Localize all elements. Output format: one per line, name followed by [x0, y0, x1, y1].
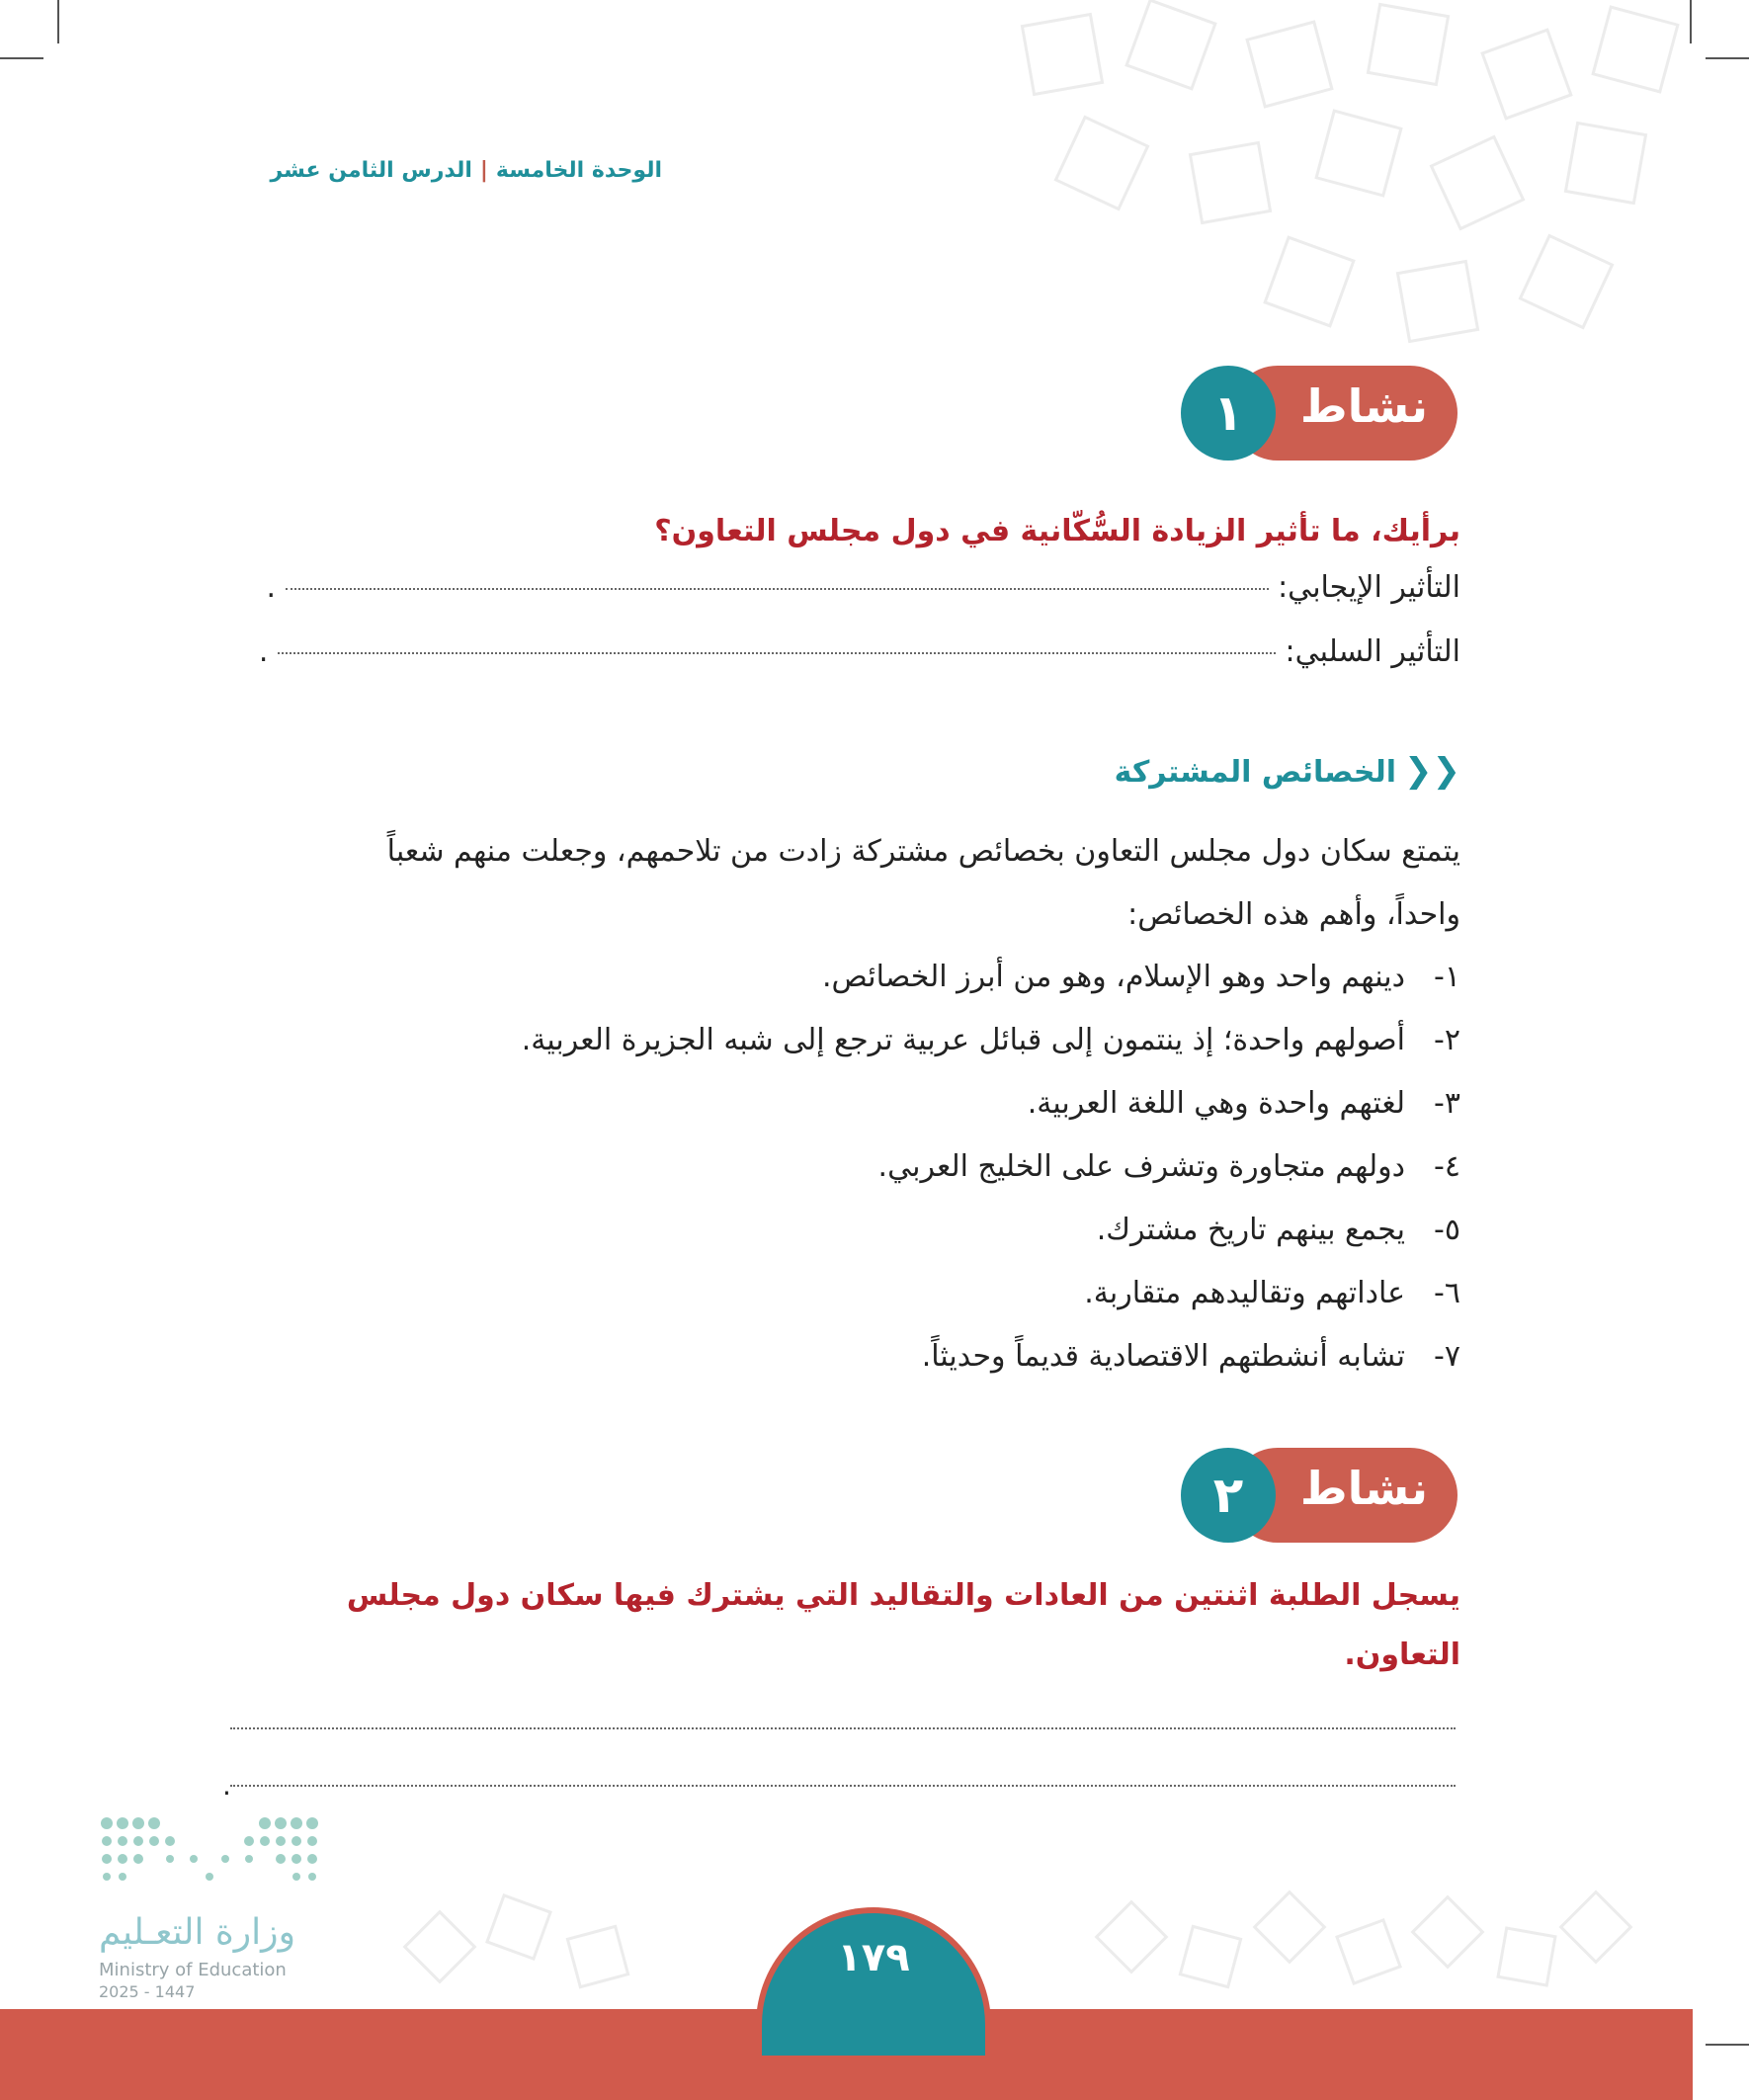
list-item-text: لغتهم واحدة وهي اللغة العربية.	[1027, 1086, 1405, 1121]
list-item-number: ٥-	[1434, 1213, 1460, 1247]
intro-line-1: يتمتع سكان دول مجلس التعاون بخصائص مشتركة زادت من تلاحمهم، وجعلت منهم شعباً	[386, 834, 1460, 869]
page-number: ١٧٩	[837, 1935, 910, 1980]
ministry-name-arabic: وزارة التعـليم	[99, 1912, 295, 1953]
list-item-text: أصولهم واحدة؛ إذ ينتمون إلى قبائل عربية ترجع إلى شبه الجزيرة العربية.	[521, 1023, 1405, 1057]
unit-lesson-header	[148, 158, 662, 183]
activity-2-question	[176, 1566, 1460, 1685]
list-item-text: دولهم متجاورة وتشرف على الخليج العربي.	[877, 1149, 1405, 1184]
lesson-title: الدرس الثامن عشر	[270, 158, 472, 183]
activity-label: نشاط	[1299, 1462, 1428, 1515]
list-item	[176, 946, 1460, 1009]
intro-line-2: واحداً، وأهم هذه الخصائص:	[1127, 897, 1460, 932]
line-end-dot: .	[258, 634, 278, 669]
list-item-text: عاداتهم وتقاليدهم متقاربة.	[1084, 1276, 1405, 1310]
crop-mark	[1706, 57, 1749, 59]
activity-label: نشاط	[1299, 379, 1428, 433]
list-item	[176, 1009, 1460, 1072]
list-item-number: ١-	[1434, 960, 1460, 994]
list-item-text: دينهم واحد وهو الإسلام، وهو من أبرز الخصائص.	[821, 960, 1405, 994]
activity-1-question: برأيك، ما تأثير الزيادة السُّكّانية في دول مجلس التعاون؟	[654, 514, 1460, 548]
positive-effect-label: التأثير الإيجابي:	[1278, 570, 1460, 605]
activity-number: ١	[1181, 366, 1276, 461]
crop-mark	[0, 57, 43, 59]
negative-effect-line	[176, 634, 1460, 669]
section-title: الخصائص المشتركة	[1114, 755, 1397, 790]
list-item-number: ٤-	[1434, 1149, 1460, 1184]
list-item-number: ٣-	[1434, 1086, 1460, 1121]
list-item	[176, 1135, 1460, 1199]
list-item	[176, 1325, 1460, 1388]
list-item-number: ٢-	[1434, 1023, 1460, 1057]
line-end-dot: .	[266, 570, 286, 605]
list-item-number: ٧-	[1434, 1339, 1460, 1374]
answer-line-2[interactable]	[230, 1785, 1456, 1787]
list-item	[176, 1199, 1460, 1262]
positive-effect-line	[176, 570, 1460, 605]
list-item-text: يجمع بينهم تاريخ مشترك.	[1096, 1213, 1405, 1247]
unit-title: الوحدة الخامسة	[495, 158, 662, 183]
list-item	[176, 1262, 1460, 1325]
positive-effect-answer-field[interactable]	[286, 587, 1269, 590]
line-end-dot: .	[222, 1769, 231, 1802]
negative-effect-answer-field[interactable]	[278, 651, 1276, 654]
list-item-text: تشابه أنشطتهم الاقتصادية قديماً وحديثاً.	[921, 1339, 1405, 1374]
ministry-logo-dots	[99, 1813, 326, 1912]
activity-2-badge	[1181, 1448, 1458, 1543]
section-intro	[176, 820, 1460, 947]
double-chevron-icon: ❮❮	[1404, 751, 1460, 791]
crop-mark	[57, 0, 59, 43]
crop-mark	[1706, 2044, 1749, 2046]
ministry-year: 2025 - 1447	[99, 1982, 196, 2001]
characteristics-list	[176, 946, 1460, 1388]
question-line-1: يسجل الطلبة اثنتين من العادات والتقاليد التي يشترك فيها سكان دول مجلس	[346, 1578, 1460, 1613]
activity-1-badge	[1181, 366, 1458, 461]
ministry-name-english: Ministry of Education	[99, 1960, 287, 1980]
list-item-number: ٦-	[1434, 1276, 1460, 1310]
header-separator: |	[479, 158, 488, 183]
negative-effect-label: التأثير السلبي:	[1285, 634, 1460, 669]
question-line-2: التعاون.	[1344, 1638, 1460, 1672]
list-item	[176, 1072, 1460, 1135]
section-heading	[571, 751, 1460, 791]
decorative-tile-pattern	[988, 0, 1700, 376]
answer-line-1[interactable]	[230, 1727, 1456, 1729]
activity-number: ٢	[1181, 1448, 1276, 1543]
